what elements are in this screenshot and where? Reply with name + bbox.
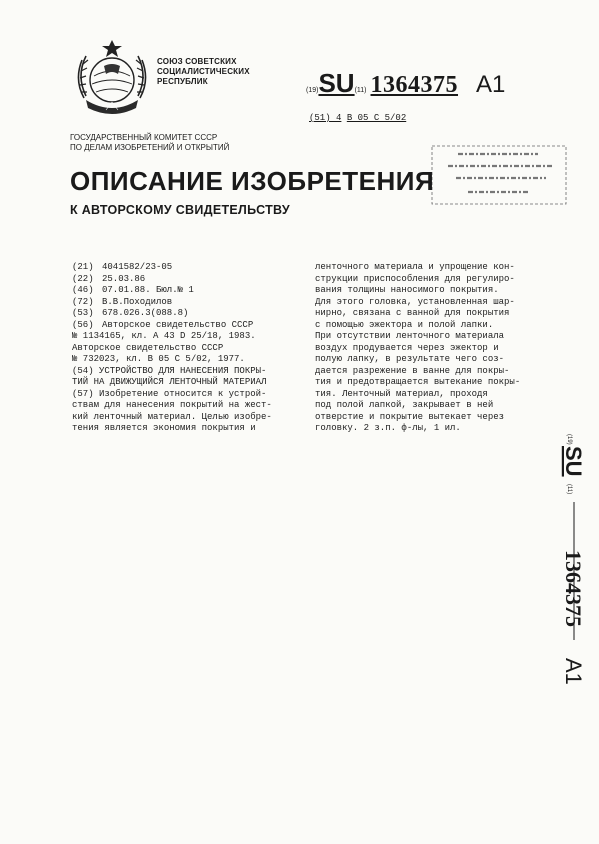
country-name — [157, 57, 250, 87]
vertical-code-11: (11) — [566, 484, 572, 495]
bib-entry — [72, 285, 308, 297]
right-column — [315, 262, 551, 435]
bib-text: В.В.Походилов — [102, 296, 173, 307]
text-line: При отсутствии ленточного материала — [315, 331, 505, 341]
bib-code: (22) — [72, 273, 94, 284]
text-line: тия и предотвращается вытекание покры- — [315, 377, 521, 387]
bib-code: (53) — [72, 308, 94, 318]
ussr-emblem-icon — [72, 36, 152, 120]
ipc-code: (51) 4 — [309, 113, 342, 123]
bib-entry — [72, 320, 308, 332]
code-19: (19) — [306, 87, 319, 94]
vertical-number: 1364375 — [561, 550, 586, 627]
text-line: кий ленточный материал. Целью изобре- — [72, 411, 272, 422]
text-line: нирно, связана с ванной для покрытия — [315, 308, 510, 318]
patent-number: 1364375 — [370, 72, 459, 98]
left-column — [72, 262, 308, 435]
patent-number-block — [306, 68, 505, 99]
committee-line: ПО ДЕЛАМ ИЗОБРЕТЕНИЙ И ОТКРЫТИЙ — [70, 143, 230, 152]
country-code: SU — [318, 68, 355, 98]
vertical-kind: A1 — [561, 658, 586, 685]
text-line: дается разрежение в ванне для покры- — [315, 365, 510, 376]
bib-entry — [72, 297, 308, 309]
document-subtitle: К АВТОРСКОМУ СВИДЕТЕЛЬСТВУ — [70, 203, 290, 217]
committee-name — [70, 133, 229, 153]
text-line: тения является экономия покрытия и — [72, 423, 256, 433]
text-line: под полой лапкой, закрывает в ней — [315, 400, 494, 410]
text-line: № 732023, кл. В 05 С 5/02, 1977. — [72, 354, 245, 364]
library-stamp-icon — [428, 140, 570, 210]
text-line: полую лапку, в результате чего соз- — [315, 354, 505, 364]
country-line: СОЦИАЛИСТИЧЕСКИХ — [157, 67, 250, 76]
text-line: воздух продувается через эжектор и — [315, 342, 499, 353]
text-line: вания толщины наносимого покрытия. — [315, 285, 499, 295]
code-11: (11) — [354, 87, 367, 94]
text-line: (54) УСТРОЙСТВО ДЛЯ НАНЕСЕНИЯ ПОКРЫ- — [72, 365, 267, 376]
bib-entry — [72, 274, 308, 286]
bib-text: 4041582/23-05 — [102, 262, 173, 272]
bib-text: 07.01.88. Бюл.№ 1 — [102, 285, 194, 295]
text-line: № 1134165, кл. А 43 D 25/18, 1983. — [72, 331, 256, 341]
text-line: ствам для нанесения покрытий на жест- — [72, 400, 272, 410]
bib-code: (56) — [72, 319, 94, 330]
bib-entry — [72, 262, 308, 274]
document-title: ОПИСАНИЕ ИЗОБРЕТЕНИЯ — [70, 166, 435, 196]
bib-text: Авторское свидетельство СССР — [102, 319, 254, 330]
country-line: СОЮЗ СОВЕТСКИХ — [157, 57, 237, 66]
bib-code: (72) — [72, 296, 94, 307]
document-kind: A1 — [476, 71, 506, 98]
vertical-code-19: (19) — [566, 434, 572, 445]
ipc-value: B 05 C 5/02 — [346, 113, 407, 123]
bib-code: (46) — [72, 285, 94, 295]
bib-entry — [72, 308, 308, 320]
country-line: РЕСПУБЛИК — [157, 77, 208, 86]
text-line: головку. 2 з.п. ф-лы, 1 ил. — [315, 423, 461, 433]
text-line: струкции приспособления для регулиро- — [315, 273, 515, 284]
text-line: отверстие и покрытие вытекает через — [315, 411, 505, 422]
text-line: ТИЙ НА ДВИЖУЩИЙСЯ ЛЕНТОЧНЫЙ МАТЕРИАЛ — [72, 377, 267, 387]
text-line: Для этого головка, установленная шар- — [315, 296, 515, 307]
text-line: (57) Изобретение относится к устрой- — [72, 388, 267, 399]
bib-code: (21) — [72, 262, 94, 272]
text-line: тия. Ленточный материал, проходя — [315, 388, 488, 399]
vertical-country-code: SU — [561, 446, 586, 477]
ipc-classification — [309, 113, 406, 123]
text-line: Авторское свидетельство СССР — [72, 342, 224, 353]
text-line: с помощью эжектора и полой лапки. — [315, 319, 494, 330]
text-line: ленточного материала и упрощение кон- — [315, 262, 515, 272]
committee-line: ГОСУДАРСТВЕННЫЙ КОМИТЕТ СССР — [70, 133, 218, 142]
bib-text: 25.03.86 — [102, 273, 146, 284]
bib-text: 678.026.3(088.8) — [102, 308, 189, 318]
vertical-patent-number — [546, 432, 586, 700]
